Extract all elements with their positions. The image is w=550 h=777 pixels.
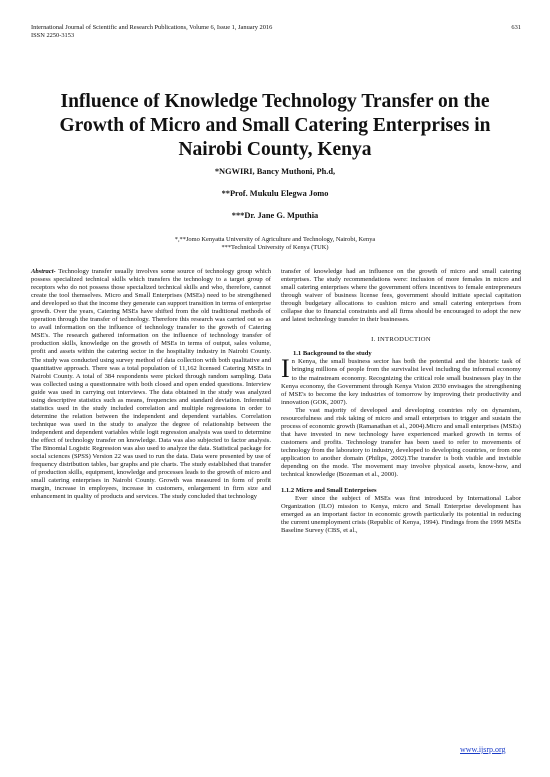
issn: ISSN 2250-3153 <box>31 32 75 39</box>
section-heading-introduction: I. INTRODUCTION <box>371 336 431 344</box>
mse-paragraph: Ever since the subject of MSEs was first introduced by International Labor Organization (ILO) mission to Kenya, micro and Small Enterprise development has emerged as an important factor in economic growth particularly its potential in reducing the current unemployment crisis (Republic of Kenya, 1994). Findings from the 1999 MSEs Baseline Survey (CBS, et al., <box>281 495 521 535</box>
abstract-continuation: transfer of knowledge had an influence on the growth of micro and small catering enterprises. The study recommendations were: inclusion of more females in micro and small catering enterprises where the government offers incentives to female entrepreneurs through waiver of business license fees, government should initiate special capitation through budgetary allocations to cushion micro and small catering enterprises from collapse due to financial constraints and all firms should be encouraged to adopt the new and latest technology transfer in their businesses. <box>281 268 521 324</box>
author-1: *NGWIRI, Bancy Muthoni, Ph.d, <box>214 167 336 176</box>
abstract <box>31 268 271 501</box>
author-2: **Prof. Mukulu Elegwa Jomo <box>221 189 329 198</box>
paper-title: Influence of Knowledge Technology Transfer on the Growth of Micro and Small Catering Enterprises in Nairobi County, Kenya <box>59 91 491 160</box>
paragraph-2: The vast majority of developed and developing countries rely on dynamism, resourcefulness and risk taking of micro and small enterprises to trigger and sustain the process of economic growth (Ramanathan et al., 2004).Micro and small enterprises (MSEs) that have invested in new technology have experienced marked growth in terms of customers and profits. Technology transfer has been used to refer to movements of technology from the laboratory to industry, developed to developing countries, or from one application to another domain (Philips, 2002).The transfer is both visible and invisible depending on the mode. The movement may involve physical assets, know-how, and technical knowledge (Bozeman et al., 2000). <box>281 406 521 479</box>
abstract-label: Abstract- <box>31 268 56 275</box>
subsection-heading-mse: 1.1.2 Micro and Small Enterprises <box>281 487 377 495</box>
journal-citation: International Journal of Scientific and Research Publications, Volume 6, Issue 1, January 2016 <box>31 24 273 31</box>
background-text: n Kenya, the small business sector has both the potential and the historic task of bringing millions of people from the survivalist level including the informal economy to the mainstream economy. Recognizing the critical role small businesses play in the Kenya economy, the Government through Kenya Vision 2030 envisages the strengthening of MSE's to become the key industries of tomorrow by improving their productivity and innovation (GOK, 2007). <box>281 358 521 406</box>
affiliation-2: ***Technical University of Kenya (TUK) <box>221 244 329 252</box>
affiliations <box>30 236 520 252</box>
left-column <box>31 268 271 501</box>
subsection-heading-background: 1.1 Background to the study <box>293 350 372 358</box>
abstract-text: Technology transfer usually involves some source of technology group which possess specialized technical skills which transfers the technology to a target group of receptors who do not possess those specialized technical skills and who, therefore, cannot create the tool themselves. Micro and Small Enterprises (MSEs) need to be strengthened and developed so that the income they generate can support transition in terms of enterprise growth. Over the years, Catering MSEs have shifted from the old traditional methods of operation through the transfer of technology. Therefore this research was carried out so as to avail information on the influence of technology transfer to the growth of Catering MSE's. The research gathered information on the influence of technology transfer of production skills, knowledge on the growth of MSEs in terms of output, sales volume, profit and assets within the catering sector in the hospitality industry in Nairobi County. The study was conducted using survey method of data collection with both qualitative and quantitative approach. There was a total population of 11,162 licensed Catering MSEs in Nairobi County. A total of 384 respondents were picked through random sampling. Data was collected using a questionnaire with both closed and open ended questions. Interview guide was used in carrying out interviews. The data obtained in the study was analyzed using descriptive statistics such as means, frequencies and standard deviation. Inferential statistics used in the study included correlation and multiple regressions in order to determine the relation between the independent and dependent variables. Correlation technique was used in the study to analyze the degree of relationship between the independent and dependent variables while logit regression analysis was used to determine the effect of technology transfer on knowledge. Data was also subjected to factor analysis. The Binomial Logistic Regression was also used to analyze the data. Statistical package for social sciences (SPSS) Version 22 was used to run the data. Data were presented by use of frequency distribution tables, bar graphs and pie charts. The study established that transfer of production skills, equipment, knowledge and processes leads to the growth of micro and small catering enterprises in Nairobi County. Growth was measured in form of profit margin, increase in employees, increase in customers, enlargement in firm size and enhancement in quality of products and services. The study concluded that technology <box>31 268 271 501</box>
running-header <box>31 24 521 40</box>
right-column <box>281 268 521 535</box>
affiliation-1: *,**Jomo Kenyatta University of Agriculture and Technology, Nairobi, Kenya <box>174 236 376 243</box>
drop-cap: I <box>281 354 290 384</box>
page-number: 631 <box>511 24 521 31</box>
journal-url-link[interactable]: www.ijsrp.org <box>460 745 506 754</box>
author-3: ***Dr. Jane G. Mputhia <box>231 211 319 220</box>
